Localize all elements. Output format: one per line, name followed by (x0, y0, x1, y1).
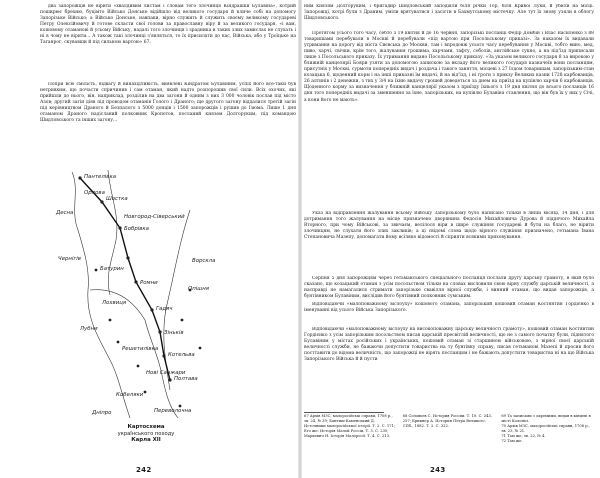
book-gutter (298, 0, 302, 478)
page-number-right: 243 (430, 466, 446, 474)
footnote-70: 70 Архів МЗС, малоросійські справи, 1708 р., зв. 23, № 21. (501, 423, 590, 433)
map-label-6: Батурин (100, 266, 124, 272)
map-label-7: Ромни (140, 280, 158, 286)
footnote-67: 67 Архів МЗС, малоросійські справи, 1708 р., зв. 24, № 39; Бантиш-Каменський Д. Источники малоросійської історії. Т. 2. С. 171; Его же: Исторія Малой Россіи. Т. 3. С. 235; Маркевич Н. Історія Малоросії. Т. 4. С. 213. (304, 414, 396, 438)
map-label-0: Пантелівка (84, 174, 117, 180)
right-paragraph-6: Відповідаючи «малоповажному віслоуху на високоповажну царську величності грамоту», кошовий отаман Костянтин Гордієнко з усім запорізьким посольством писав царській пресвітлій величності, що не з самого початку були, піднятого Булавіним у містах російських і українських, кошовий отаман зі старшиною військовою, з вірної своєї царській величності служби, не бажаючи допустити товариства на ту бунтівну справу, писав гетьманові Мазепі й просив його посттавити до відома величність, що запорожці не вірять посланцям і не бажають допустити товариства ні на що Війська Запорізького Війська й й пусти (304, 327, 594, 363)
map-label-14: Полтава (174, 376, 198, 382)
left-paragraph-2: Попри всю смілість, відвагу й винахідливість, виявлені Кіндратом Булавіним, успіх його все-таки був нетривким, що почасти спричинив і сам отаман, який надто розпорошив свої сили. Всіх охочих, які прийшли до нього, він, наприклад, розділив на два загони й одним з них 3 000 чоловік послав під місто Азов; другий загін діяв під проводом отаманів Голого і Драного; ще другого загону віддалися третій загін під керівництвом Драного й Безпалого з 5000 донців і 1500 запорожців і рушив до Ізюма. Лише 1 дня отаманом Драного надісланий полковник Кропотов, посланий князем Долгоруким, під командою Шидловського та інших загону... (40, 82, 296, 124)
map-caption-title: Картосхема (127, 424, 165, 430)
map-label-4: Бобрівка (124, 226, 149, 232)
map-label-15: Кобеляки (116, 392, 144, 398)
right-paragraph-4: Серпня 5 дня запорожцям через гетьманського спеціального посланця послали другу царську грамоту, в якій було сказано, що козацький отаман з усім посольством тільки на словах висловили свою вірну службу царській величності, а насправді не намагалися стримати запорізьке свавілля вірної служби, і винний отаман, що видав запорожців, а бунтівником Булавіним, вислідив його бунтівний полковник сумським. (304, 276, 594, 300)
left-paragraph-1: два запорожців не вірити «хвалдивим листам і словам того злочинця Кіндрашки Булавіна», котрий поширює брехню, буцімто Військо Донське відійшло від великого государя й кличе собі на допомогу Запорізьке Військо; а Військо Донське, навпаки, вірно служить й служить своєму великому государеві Петру Олексійовичу й готове скласти свої голови за православну віру й за великого государя, «і вам, кошовому отаманові й усьому Війську, надалі того злочинця і зрадника в таких злих замислах не слухать і ні в чому не вірити... А також такі злочинці з'являться, то їх присилати до нас, Війська, або у Троїцьке на Таганрог, скувавши й під сильною вартою» 67. (40, 4, 296, 46)
map-label-17: Нові Санжари (146, 370, 186, 376)
map-label-5: Чернігів (58, 256, 81, 262)
map-label-9: Зіньків (164, 330, 184, 336)
left-page (40, 4, 296, 478)
right-paragraph-2: Протягом усього того часу, себто з 19 квітня й до 16 червня, запорізькі посланці Федір Домбін і Влас Василенко з 88 товаришами перебували в Москві й перебували «під вартою при Посольському приказі». За наказом їх видавали утримання на дорогу від міста Свєвська до Москви, там і впродовж усього часу перебування у Москві, тобто вино, мед, пиво, харчі, свічки, крім того, жалування грошима, харчами, тафту, соболів, англійське сукно, а на під'їзд приписали лише з Посольського приказу. Їх утримання видано Посольському приказу. «За указом великого государя 8 за вирокою у ближній канцелярії Бояри узяти за допомогою запискою за вкладу його великого государя казначеїв вони посланцям, присутніх у Москві, сурмоти попередніх видач і роздача і такого заняття, місцеві з 27 Iлдом товаришам, запорізьким-стан козацька 6, щоденний корм і на інші приказні їм видачі, й на від'їзд, і ні гроги з прикзу Великих казни 1728 карбованців, 26 алтинів і 2 денежки, з тих у 3/4 на їхню видачу грошей доведеться за днем на приїзд на купівлю харчів 6 карбованців. Щоденного корму за визначення у ближній канцелярії указом з приїзду їхнього з 19 дня квітня до всього посланців 16 дня того попередніх видачі за зменшення за їхне, запорізьких, на купівлю Булавіна ставлення, що він був їх у них у Січі, а кони його не мають». (304, 31, 594, 103)
footnote-71: 71 Там же, зв. 22, № 4. (501, 433, 546, 438)
map-label-13: Котельва (168, 352, 195, 358)
footnote-72: 72 Там же. (501, 438, 523, 443)
right-paragraph-3: Указ на відправлення жалування всьому Війську Запорізькому було написано тільки в липні місяці, 14 дня, і для дотримання того жалування на місце призначено дворянина Федосія Михайловича Дурова й піддячого Михайла Вторного, при чому Військові, за звичаєм, велілося віри в щире служіння государеві й бути на благо, не вірити злочинцям, не слухати його злих закликів; а ці свідомі слова щодо вірного служіння призначено, гетьмана Івана Степановича Мазепу, допомагати йому всіляко відомості й сприяти всякими приховування. (304, 211, 594, 241)
map-label-16: Решетилівка (122, 346, 159, 352)
map-label-2: Шостка (106, 196, 128, 202)
page-number-left: 242 (136, 466, 152, 474)
footnote-divider (304, 412, 384, 413)
footnote-68: 68 Соловьев С. История России. Т. 10. С. 243, 257; Брикнер А. История Петра Великого. СПб., 1882. Т. 2. С. 322. (402, 414, 492, 428)
right-paragraph-5: Відповідаючи «малоповажному віслоуху» кошового отамана, запорізький кошовий отаман Костянтин Гордієнко в іменуванні від усього Війська Запорізького. (304, 302, 594, 314)
map-label-18: Переволочна (154, 408, 192, 414)
map-label-8: Гадяч (156, 306, 173, 312)
footnotes (304, 414, 594, 464)
map-label-20: Десна (56, 210, 74, 216)
right-page (304, 4, 594, 478)
map-label-19: Ворскла (192, 258, 216, 264)
map-label-3: Новгород-Сіверський (124, 214, 185, 220)
map-caption (56, 424, 236, 444)
map-caption-subtitle: українського походу (117, 430, 175, 437)
footnote-69: 69 Та записами з окремими, видав в кінцеві в місті Колонісі. (501, 414, 591, 423)
map-label-12: Опішня (188, 286, 209, 292)
map-label-1: Орлова (84, 190, 105, 196)
map-figure (50, 170, 220, 420)
map-label-10: Лохвиця (102, 300, 127, 306)
campaign-map (50, 170, 220, 420)
map-label-21: Дніпро (92, 410, 112, 416)
right-paragraph-1: ним князям Долгоруким, і бригадир Шидловський заподіяли біля річки Тор, біля Кривої Луки, й убили на місці. Запорожці, котрі були з Драним, уміли врятуватися і засісти в Бахмутському містечку. Але тут їх знову узяли в облогу Шидловського. (304, 4, 594, 22)
map-caption-author: Карла XII (131, 437, 161, 444)
map-label-11: Лубни (80, 326, 98, 332)
